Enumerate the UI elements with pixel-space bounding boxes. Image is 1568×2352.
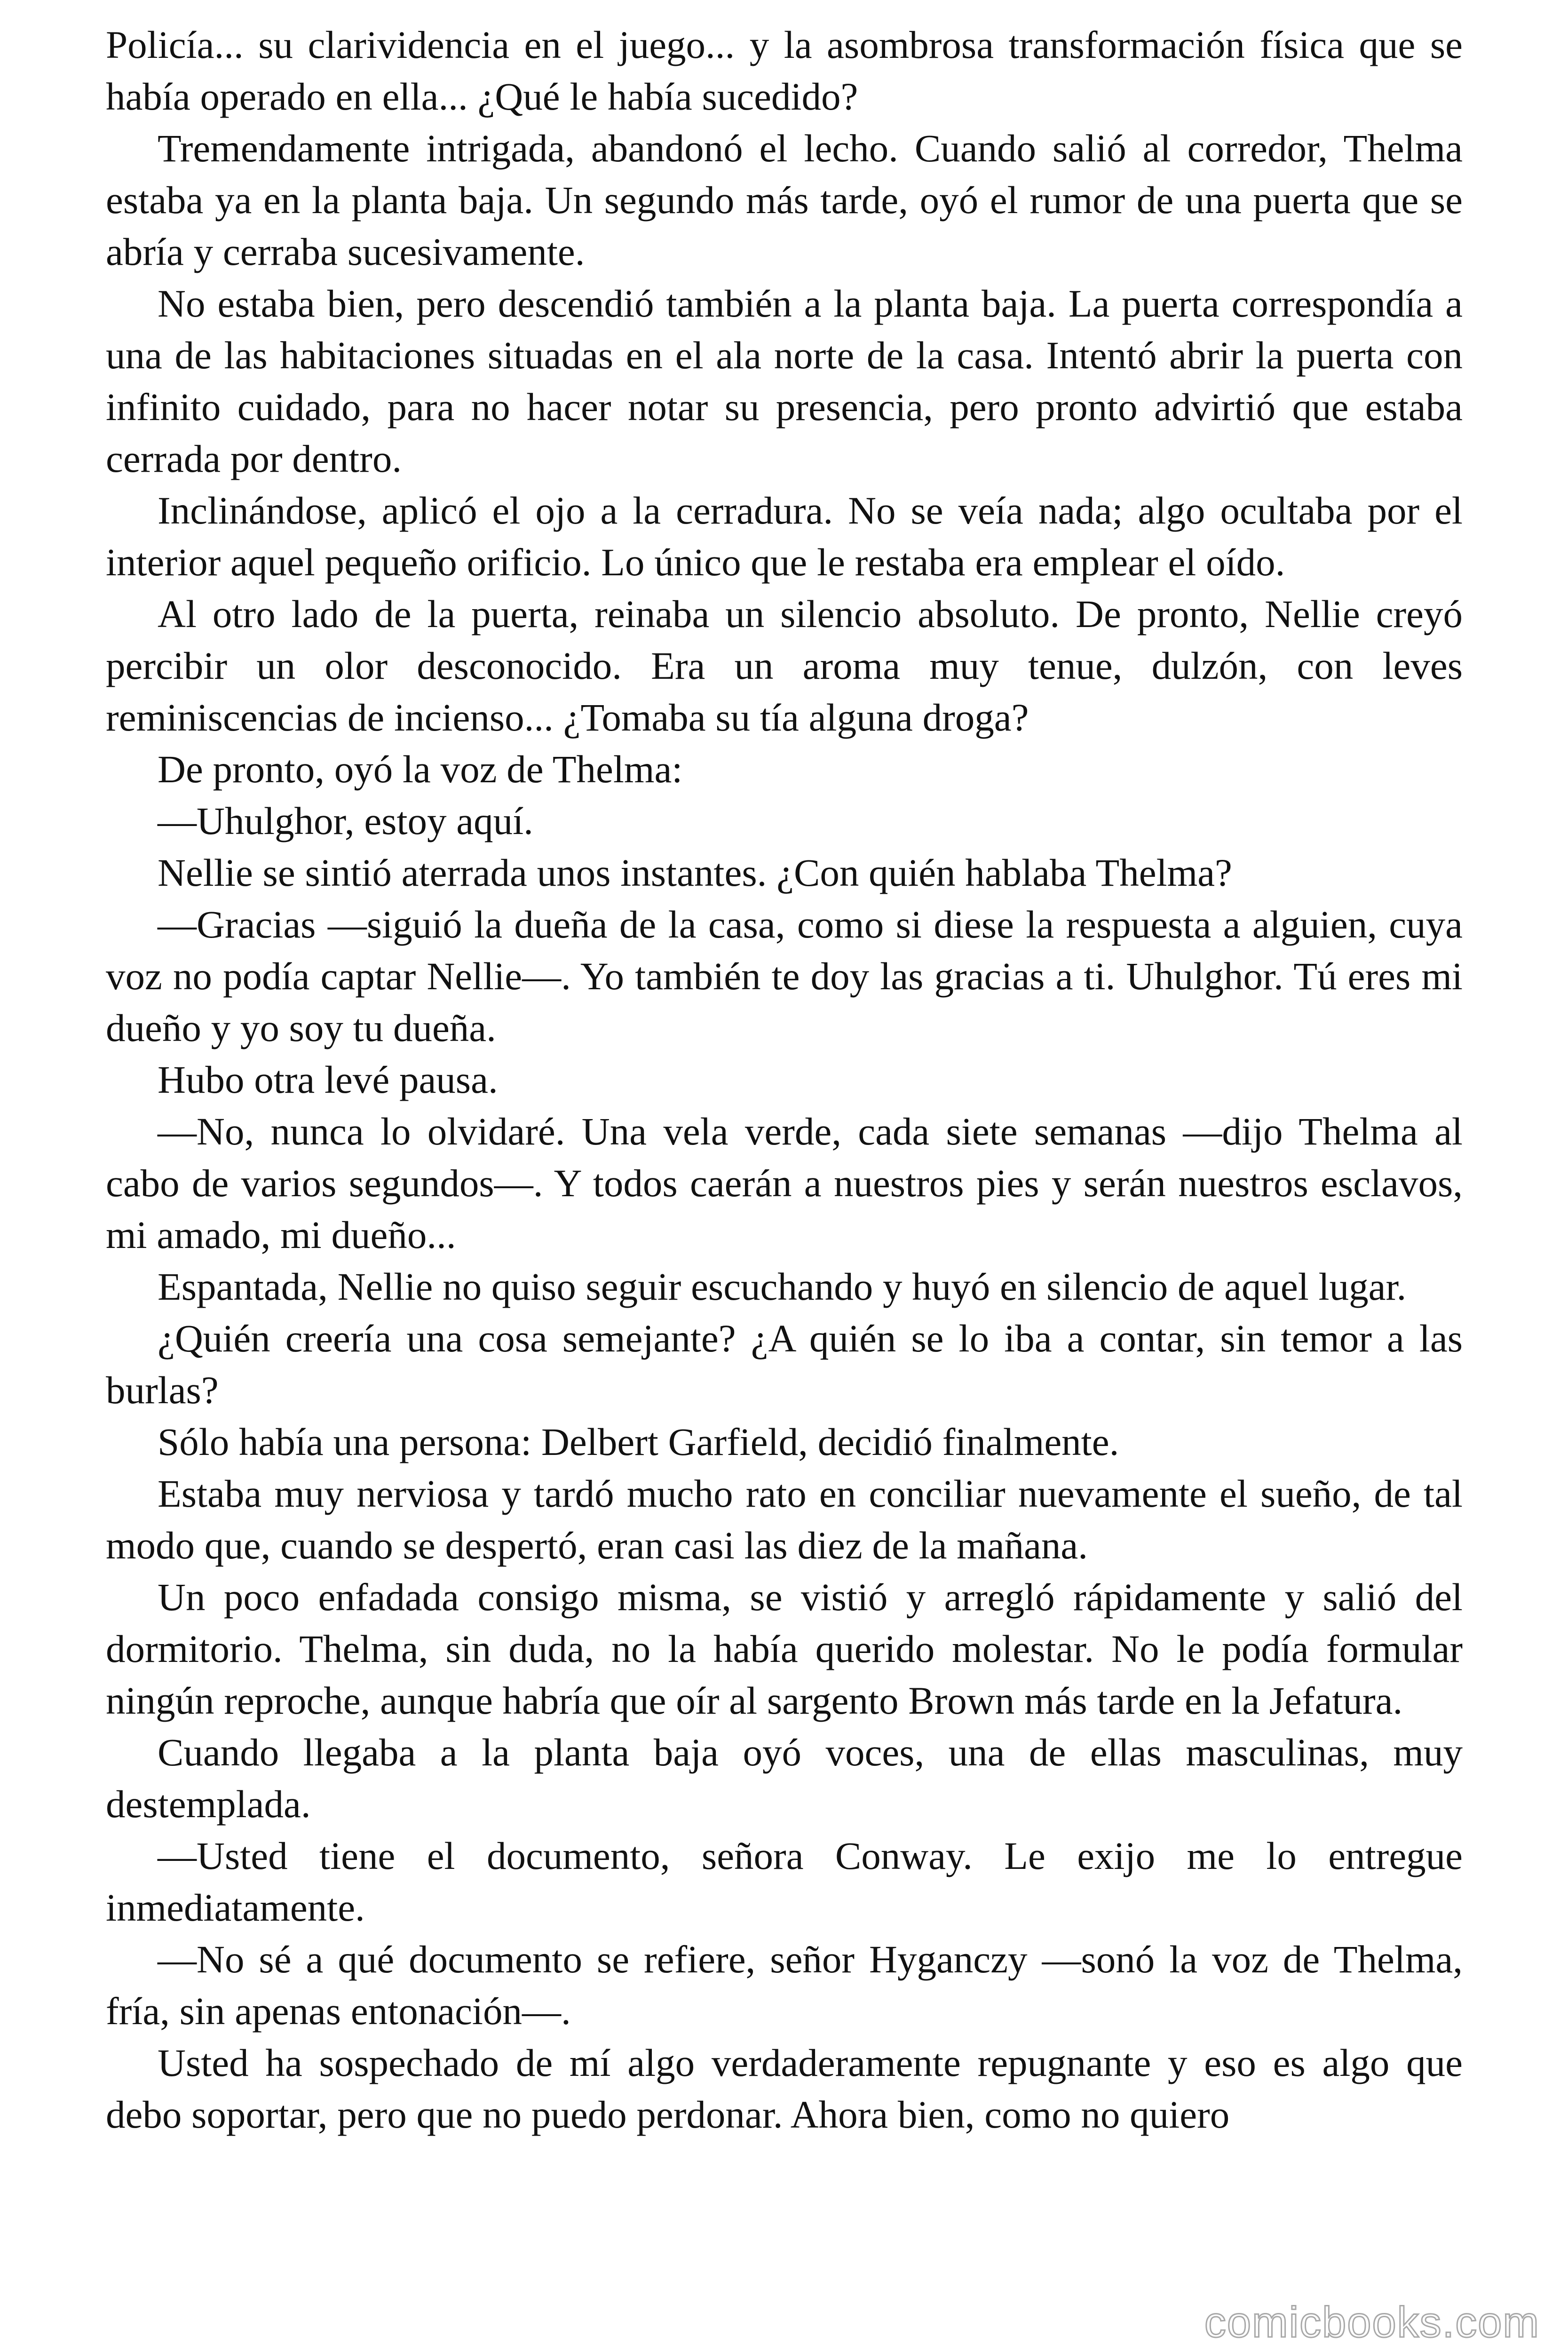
page-text (106, 19, 1463, 2140)
paragraph: Usted ha sospechado de mí algo verdaderamente repugnante y eso es algo que debo soportar, pero que no puedo perdonar. Ahora bien, como no quiero (106, 2041, 1463, 2136)
paragraph: —No, nunca lo olvidaré. Una vela verde, cada siete semanas —dijo Thelma al cabo de varios segundos—. Y todos caerán a nuestros pies y serán nuestros esclavos, mi amado, mi dueño... (106, 1110, 1463, 1256)
paragraph: —No sé a qué documento se refiere, señor Hyganczy —sonó la voz de Thelma, fría, sin apenas entonación—. (106, 1938, 1463, 2033)
paragraph: Tremendamente intrigada, abandonó el lecho. Cuando salió al corredor, Thelma estaba ya en la planta baja. Un segundo más tarde, oyó el rumor de una puerta que se abría y cerraba sucesivamente. (106, 127, 1463, 273)
paragraph: Sólo había una persona: Delbert Garfield, decidió finalmente. (158, 1420, 1119, 1463)
paragraph: —Uhulghor, estoy aquí. (158, 799, 533, 842)
paragraph: Inclinándose, aplicó el ojo a la cerradura. No se veía nada; algo ocultaba por el interior aquel pequeño orificio. Lo único que le restaba era emplear el oído. (106, 489, 1463, 584)
paragraph: —Gracias —siguió la dueña de la casa, como si diese la respuesta a alguien, cuya voz no podía captar Nellie—. Yo también te doy las gracias a ti. Uhulghor. Tú eres mi dueño y yo soy tu dueña. (106, 903, 1463, 1049)
paragraph: De pronto, oyó la voz de Thelma: (158, 747, 683, 791)
paragraph: Un poco enfadada consigo misma, se vistió y arregló rápidamente y salió del dormitorio. Thelma, sin duda, no la había querido molestar. No le podía formular ningún reproche, aunque habría que oír al sargento Brown más tarde en la Jefatura. (106, 1575, 1463, 1722)
paragraph: Al otro lado de la puerta, reinaba un silencio absoluto. De pronto, Nellie creyó percibir un olor desconocido. Era un aroma muy tenue, dulzón, con leves reminiscencias de incienso... ¿Tomaba su tía alguna droga? (106, 592, 1463, 739)
watermark: comicbooks.com (1204, 2298, 1540, 2346)
paragraph: Nellie se sintió aterrada unos instantes. ¿Con quién hablaba Thelma? (158, 851, 1232, 894)
paragraph: ¿Quién creería una cosa semejante? ¿A quién se lo iba a contar, sin temor a las burlas? (106, 1317, 1463, 1412)
paragraph: Hubo otra levé pausa. (158, 1058, 498, 1101)
paragraph: Estaba muy nerviosa y tardó mucho rato en conciliar nuevamente el sueño, de tal modo que, cuando se despertó, eran casi las diez de la mañana. (106, 1472, 1463, 1567)
paragraph: Espantada, Nellie no quiso seguir escuchando y huyó en silencio de aquel lugar. (158, 1265, 1407, 1308)
paragraph: Policía... su clarividencia en el juego... y la asombrosa transformación física que se había operado en ella... ¿Qué le había sucedido? (106, 23, 1463, 118)
paragraph: No estaba bien, pero descendió también a la planta baja. La puerta correspondía a una de las habitaciones situadas en el ala norte de la casa. Intentó abrir la puerta con infinito cuidado, para no hacer notar su presencia, pero pronto advirtió que estaba cerrada por dentro. (106, 282, 1463, 480)
paragraph: Cuando llegaba a la planta baja oyó voces, una de ellas masculinas, muy destemplada. (106, 1731, 1463, 1826)
paragraph: —Usted tiene el documento, señora Conway. Le exijo me lo entregue inmediatamente. (106, 1834, 1463, 1929)
